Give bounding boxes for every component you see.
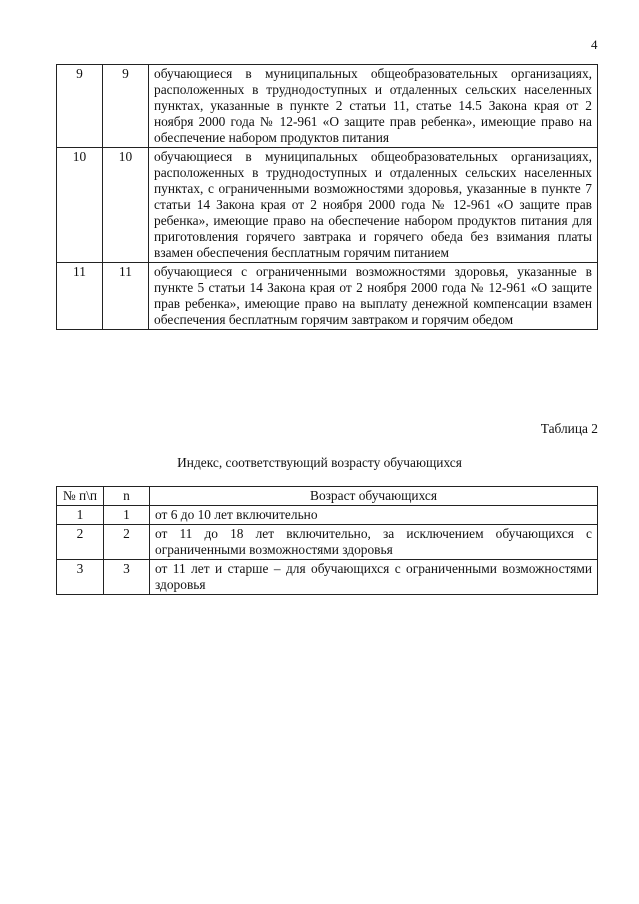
recipients-table — [56, 64, 598, 330]
row-number: 9 — [57, 65, 103, 148]
row-description: обучающиеся с ограниченными возможностями здоровья, указанные в пункте 5 статьи 14 Закона края от 2 ноября 2000 года № 12-961 «О защите прав ребенка», имеющие право на выплату денежной компенсации взамен обеспечения бесплатным горячим завтраком и горячим обедом — [149, 263, 598, 330]
row-number: 10 — [57, 148, 103, 263]
header-n: n — [104, 487, 150, 506]
table-label: Таблица 2 — [540, 421, 598, 436]
row-age: от 11 до 18 лет включительно, за исключением обучающихся с ограниченными возможностями здоровья — [150, 525, 598, 560]
table-row — [57, 148, 598, 263]
table-row — [57, 525, 598, 560]
row-n: 1 — [104, 506, 150, 525]
row-number: 11 — [57, 263, 103, 330]
row-n: 2 — [104, 525, 150, 560]
table-header-row — [57, 487, 598, 506]
row-number: 2 — [57, 525, 104, 560]
age-index-table — [56, 486, 598, 595]
page-number: 4 — [591, 37, 598, 52]
header-number: № п\п — [57, 487, 104, 506]
table-row — [57, 506, 598, 525]
row-description: обучающиеся в муниципальных общеобразовательных организациях, расположенных в труднодоступных и отдаленных сельских населенных пунктах, указанные в пункте 2 статьи 11, статье 14.5 Закона края от 2 ноября 2000 года № 12-961 «О защите прав ребенка», имеющие право на обеспечение набором продуктов питания — [149, 65, 598, 148]
row-number: 3 — [57, 560, 104, 595]
header-age: Возраст обучающихся — [150, 487, 598, 506]
row-code: 9 — [103, 65, 149, 148]
row-age: от 11 лет и старше – для обучающихся с ограниченными возможностями здоровья — [150, 560, 598, 595]
row-n: 3 — [104, 560, 150, 595]
row-age: от 6 до 10 лет включительно — [150, 506, 598, 525]
table-row — [57, 263, 598, 330]
row-description: обучающиеся в муниципальных общеобразовательных организациях, расположенных в труднодоступных и отдаленных сельских населенных пунктах, с ограниченными возможностями здоровья, указанные в пункте 7 статьи 14 Закона края от 2 ноября 2000 года № 12-961 «О защите прав ребенка», имеющие право на обеспечение набором продуктов питания для приготовления горячего завтрака и горячего обеда без взимания платы взамен обеспечения бесплатным горячим питанием — [149, 148, 598, 263]
row-code: 11 — [103, 263, 149, 330]
row-number: 1 — [57, 506, 104, 525]
table-row — [57, 560, 598, 595]
row-code: 10 — [103, 148, 149, 263]
table-row — [57, 65, 598, 148]
table-title: Индекс, соответствующий возрасту обучающихся — [177, 455, 462, 470]
